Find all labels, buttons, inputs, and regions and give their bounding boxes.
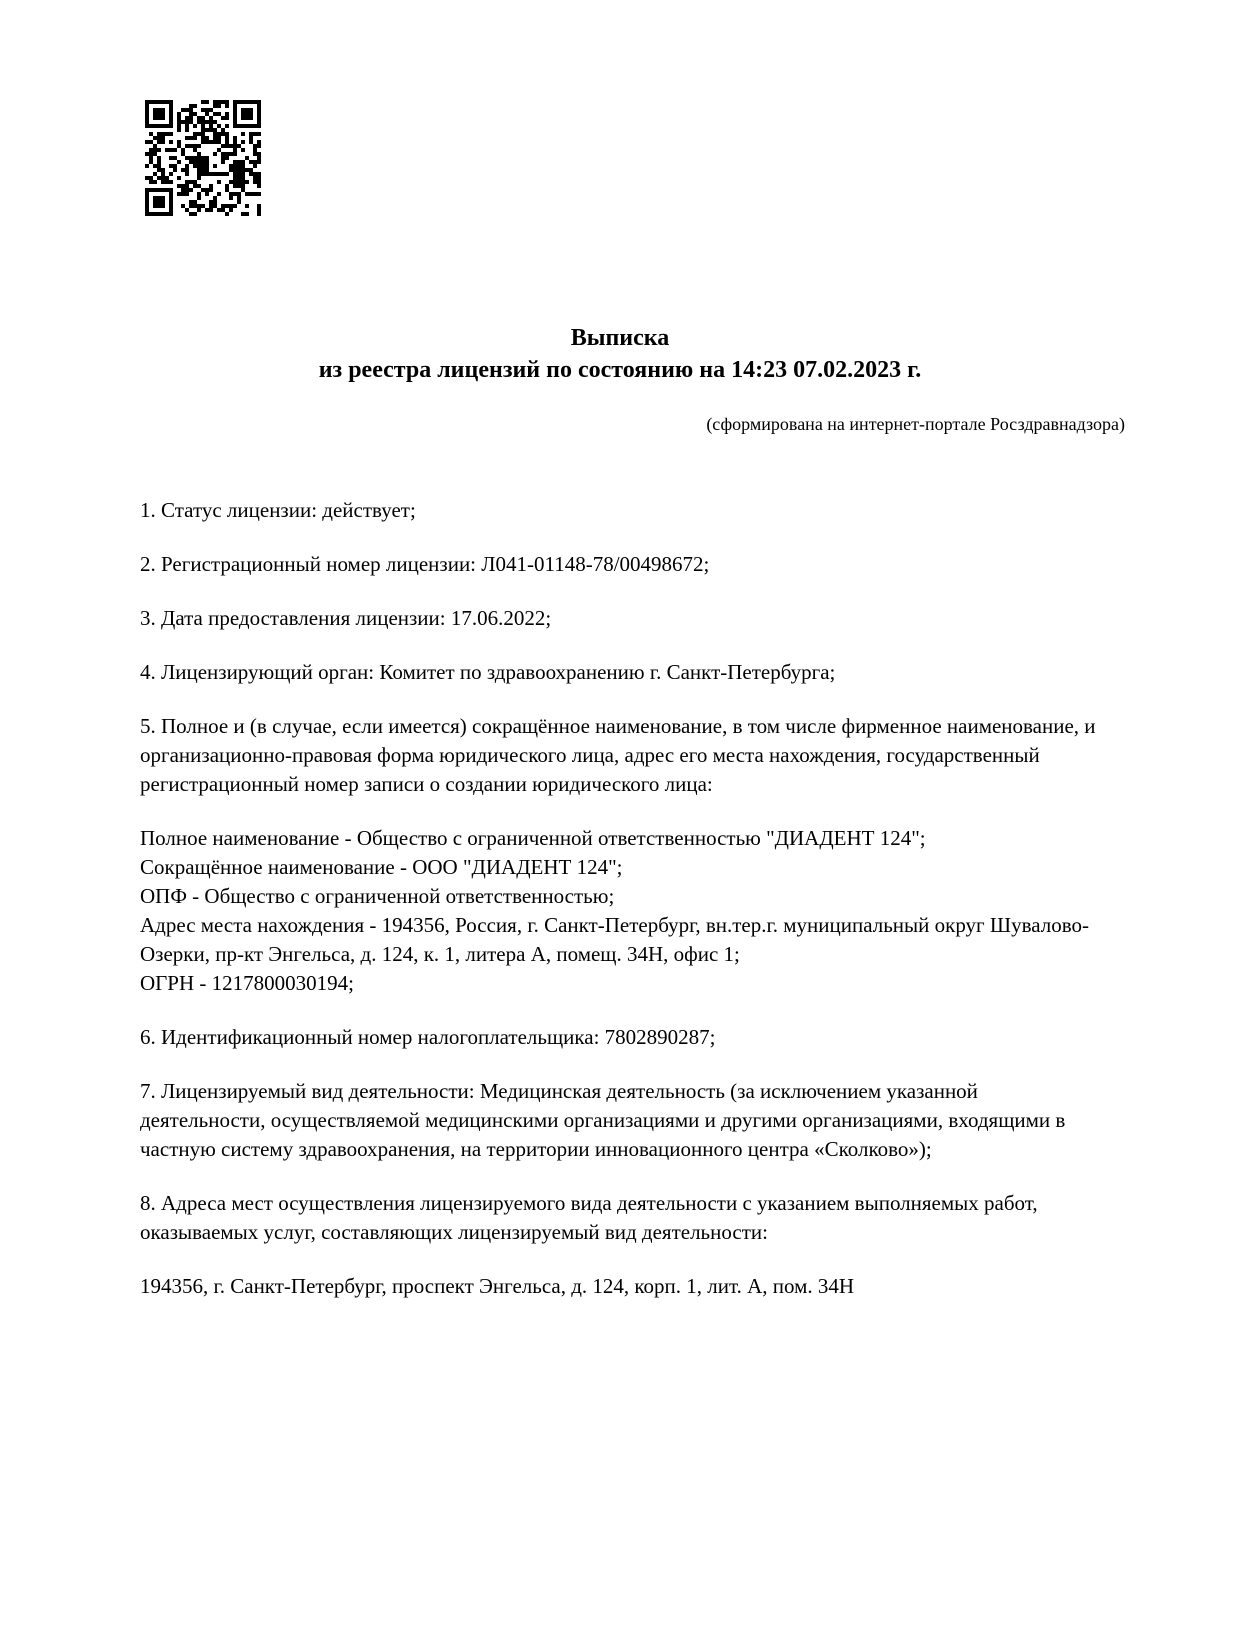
paragraph <box>140 1189 1102 1247</box>
paragraph-line: Полное наименование - Общество с ограниченной ответственностью "ДИАДЕНТ 124"; <box>140 826 926 850</box>
paragraph <box>140 1272 1102 1301</box>
paragraph-line: Адрес места нахождения - 194356, Россия, г. Санкт-Петербург, вн.тер.г. муниципальный округ Шувалово-Озерки, пр-кт Энгельса, д. 124, к. 1, литера А, помещ. 34Н, офис 1; <box>140 913 1089 966</box>
document-subtitle: (сформирована на интернет-портале Росздравнадзора) <box>706 414 1125 434</box>
paragraph <box>140 550 1102 579</box>
document-body <box>0 496 1240 1301</box>
paragraph-line: 4. Лицензирующий орган: Комитет по здравоохранению г. Санкт-Петербурга; <box>140 660 836 684</box>
paragraph <box>140 496 1102 525</box>
paragraph-line: 2. Регистрационный номер лицензии: Л041-01148-78/00498672; <box>140 552 710 576</box>
paragraph-line: 7. Лицензируемый вид деятельности: Медицинская деятельность (за исключением указанной деятельности, осуществляемой медицинскими организациями и другими организациями, входящими в частную систему здравоохранения, на территории инновационного центра «Сколково»); <box>140 1079 1066 1161</box>
paragraph <box>140 604 1102 633</box>
paragraph-line: 1. Статус лицензии: действует; <box>140 498 416 522</box>
paragraph <box>140 712 1102 799</box>
qr-code <box>145 100 261 216</box>
paragraph-line: 5. Полное и (в случае, если имеется) сокращённое наименование, в том числе фирменное наименование, и организационно-правовая форма юридического лица, адрес его места нахождения, государственный регистрационный номер записи о создании юридического лица: <box>140 714 1096 796</box>
document-title-line2: из реестра лицензий по состоянию на 14:23 07.02.2023 г. <box>318 357 922 383</box>
paragraph <box>140 658 1102 687</box>
paragraph <box>140 1023 1102 1052</box>
paragraph-line: 8. Адреса мест осуществления лицензируемого вида деятельности с указанием выполняемых работ, оказываемых услуг, составляющих лицензируемый вид деятельности: <box>140 1191 1038 1244</box>
paragraph-line: ОГРН - 1217800030194; <box>140 971 354 995</box>
paragraph-line: ОПФ - Общество с ограниченной ответственностью; <box>140 884 615 908</box>
paragraph-line: Сокращённое наименование - ООО "ДИАДЕНТ 124"; <box>140 855 623 879</box>
paragraph-line: 3. Дата предоставления лицензии: 17.06.2022; <box>140 606 552 630</box>
document-title-line1: Выписка <box>570 325 670 351</box>
paragraph-line: 194356, г. Санкт-Петербург, проспект Энгельса, д. 124, корп. 1, лит. А, пом. 34Н <box>140 1274 855 1298</box>
paragraph-line: 6. Идентификационный номер налогоплательщика: 7802890287; <box>140 1025 716 1049</box>
paragraph <box>140 1077 1102 1164</box>
paragraph <box>140 824 1102 998</box>
qr-code-image <box>145 100 261 216</box>
